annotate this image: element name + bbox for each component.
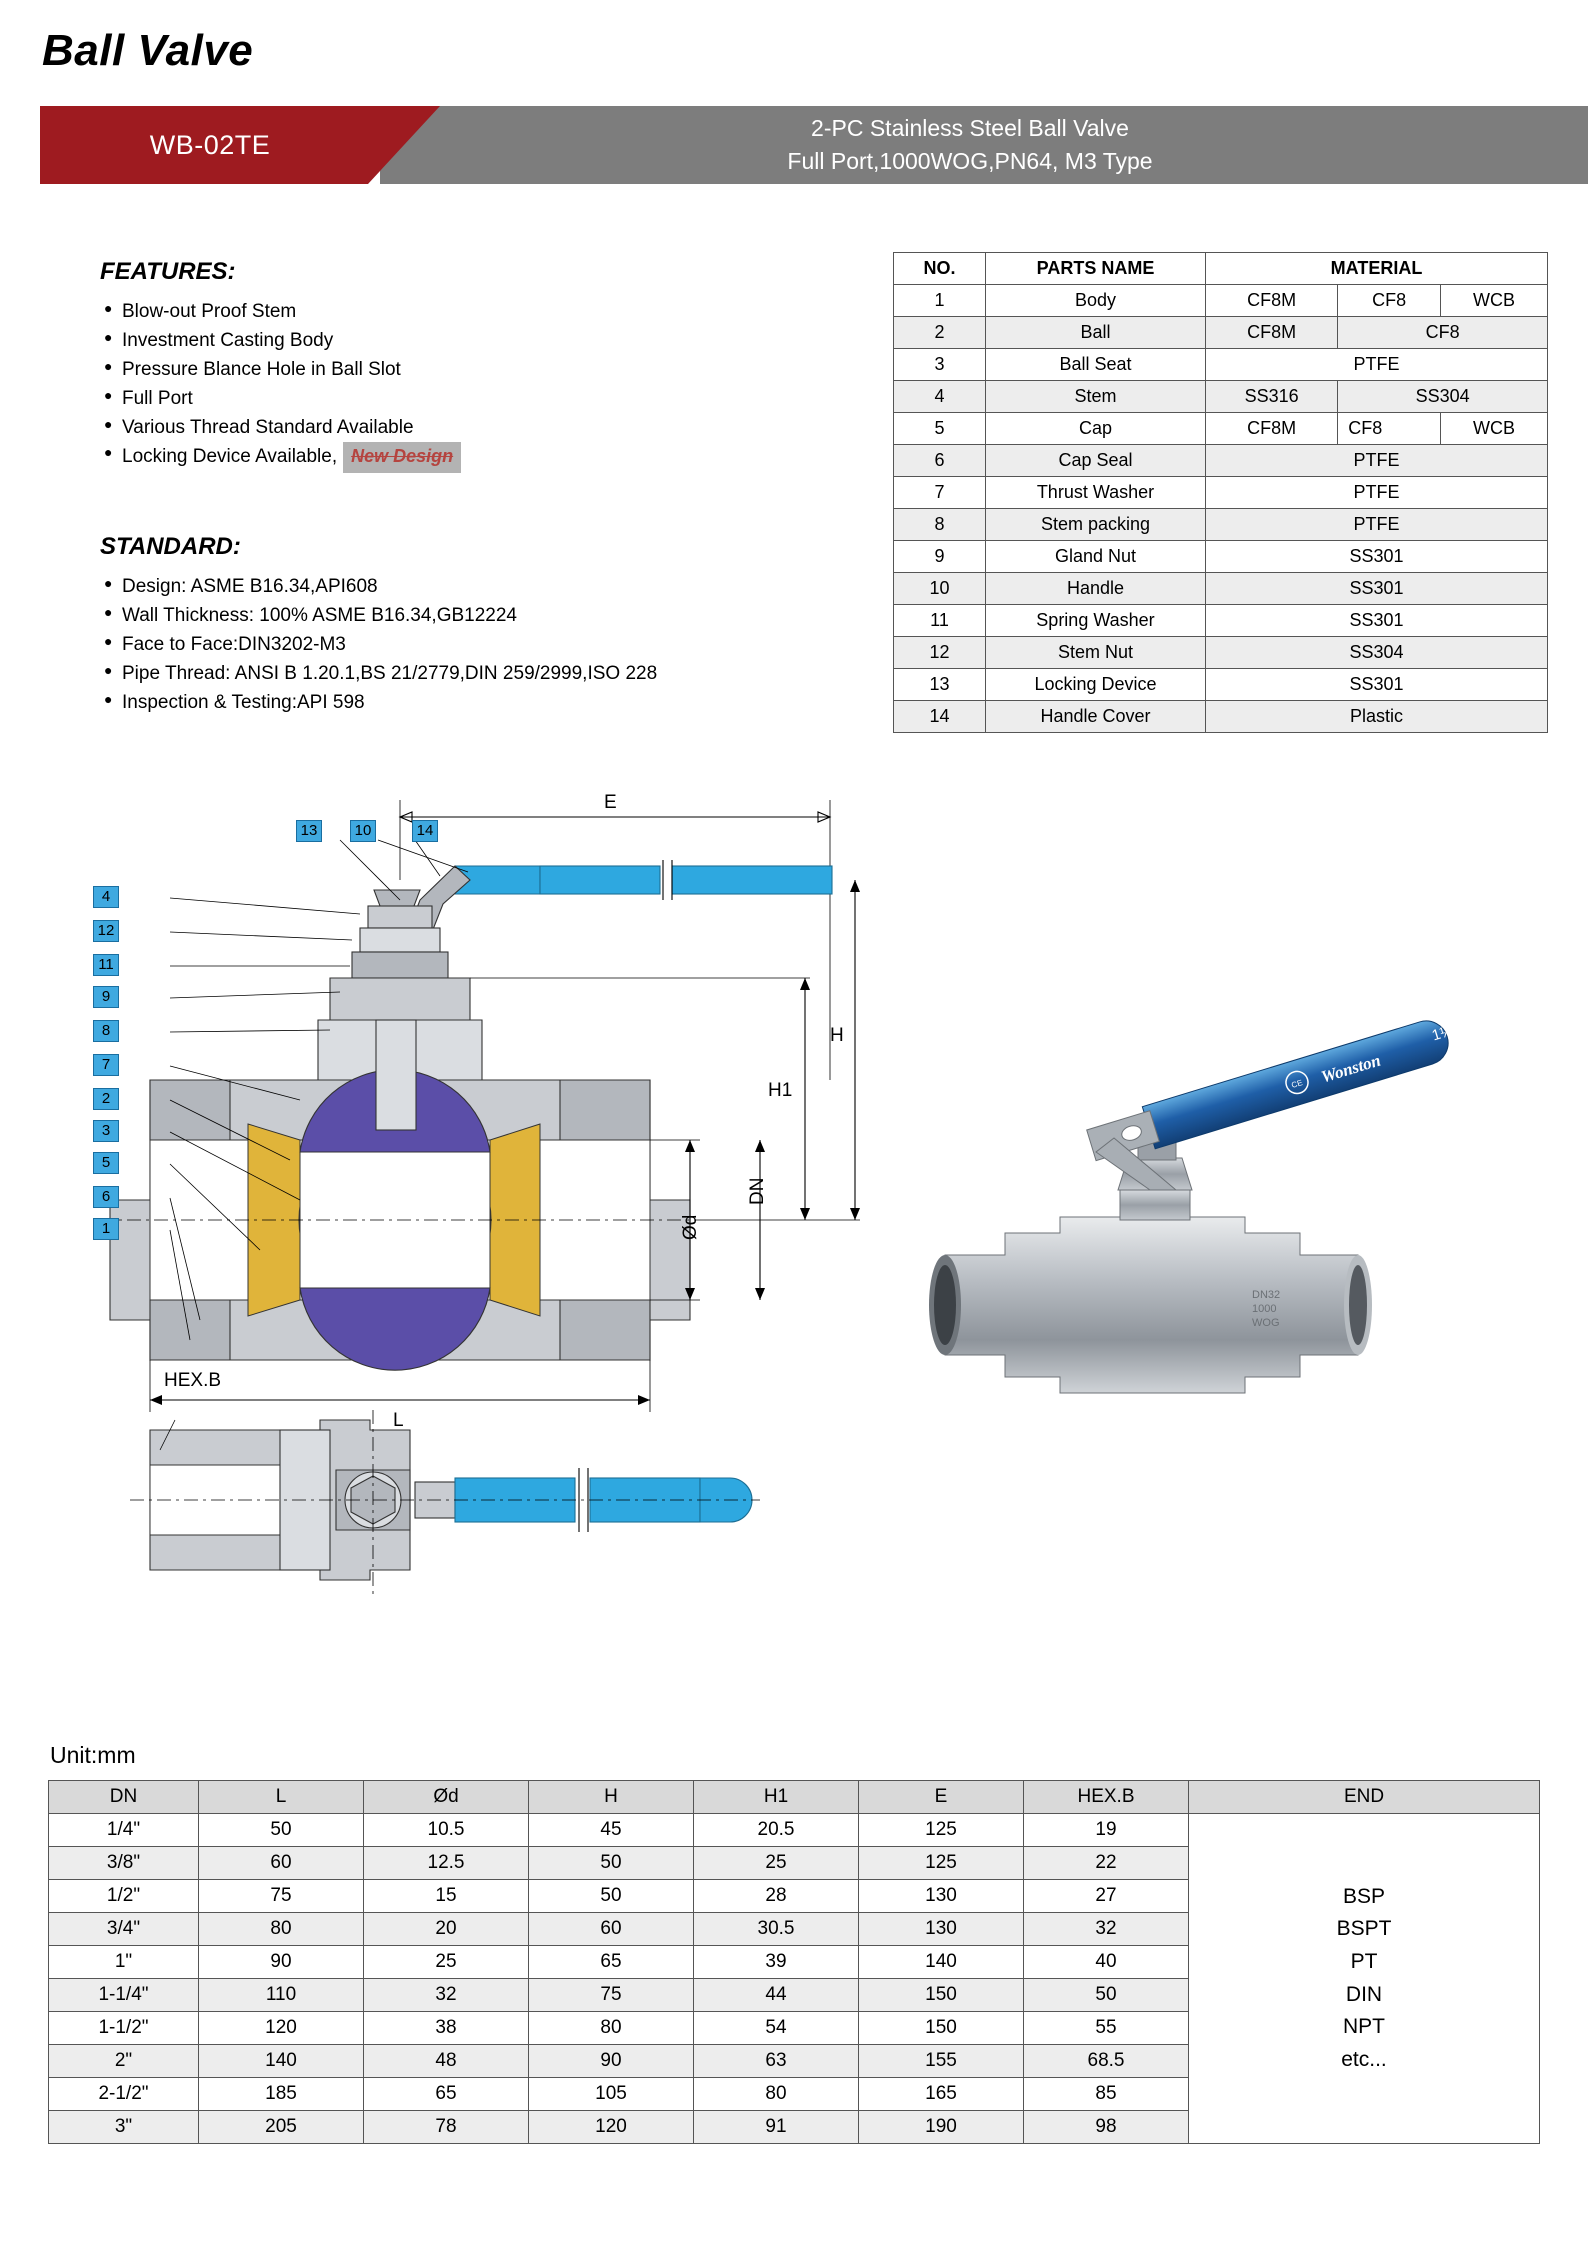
cell-dn: 2": [49, 2045, 199, 2078]
table-header-row: [49, 1781, 1540, 1814]
header-subtitle-line1: 2-PC Stainless Steel Ball Valve: [811, 114, 1129, 141]
end-option: NPT: [1343, 2015, 1385, 2039]
cell-e: 125: [859, 1814, 1024, 1847]
cell-h: 80: [529, 2012, 694, 2045]
page-title: Ball Valve: [42, 26, 254, 75]
callout-5: 5: [93, 1152, 119, 1174]
standard-text: Wall Thickness: 100% ASME B16.34,GB12224: [122, 604, 517, 626]
cell-l: 80: [199, 1913, 364, 1946]
column-header-hexb: HEX.B: [1024, 1781, 1189, 1814]
svg-text:WOG: WOG: [1252, 1317, 1280, 1329]
feature-text: Various Thread Standard Available: [122, 416, 414, 438]
table-row: [894, 701, 1548, 733]
column-header-end: END: [1189, 1781, 1540, 1814]
list-item: [100, 298, 660, 327]
cell-h1: 91: [694, 2111, 859, 2144]
header-subtitle: [420, 106, 1520, 184]
column-header-no: NO.: [894, 253, 986, 285]
cell-dn: 1-1/2": [49, 2012, 199, 2045]
cell-l: 205: [199, 2111, 364, 2144]
standard-text: Inspection & Testing:API 598: [122, 691, 365, 713]
cell-h1: 63: [694, 2045, 859, 2078]
cell-hexb: 55: [1024, 2012, 1189, 2045]
cell-no: 6: [894, 445, 986, 477]
cell-h: 60: [529, 1913, 694, 1946]
cell-no: 13: [894, 669, 986, 701]
cell-e: 190: [859, 2111, 1024, 2144]
callout-13: 13: [296, 820, 322, 842]
column-header-l: L: [199, 1781, 364, 1814]
svg-text:1000: 1000: [1252, 1303, 1277, 1315]
cell-hexb: 32: [1024, 1913, 1189, 1946]
cell-hexb: 50: [1024, 1979, 1189, 2012]
cell-material: CF8: [1338, 413, 1441, 445]
column-header-e: E: [859, 1781, 1024, 1814]
cell-no: 9: [894, 541, 986, 573]
cell-name: Stem Nut: [986, 637, 1206, 669]
feature-text: Full Port: [122, 387, 193, 409]
cell-h1: 30.5: [694, 1913, 859, 1946]
unit-note: Unit:mm: [50, 1742, 136, 1768]
end-option: PT: [1350, 1949, 1378, 1973]
table-row: [894, 509, 1548, 541]
cell-od: 65: [364, 2078, 529, 2111]
cell-e: 150: [859, 1979, 1024, 2012]
list-item: [100, 414, 660, 443]
cell-e: 130: [859, 1880, 1024, 1913]
cell-e: 140: [859, 1946, 1024, 1979]
feature-text: Blow-out Proof Stem: [122, 301, 297, 322]
cell-material: Plastic: [1206, 701, 1548, 733]
cell-no: 10: [894, 573, 986, 605]
cell-material: PTFE: [1206, 509, 1548, 541]
list-item: [100, 327, 660, 356]
cell-hexb: 19: [1024, 1814, 1189, 1847]
table-row: [894, 349, 1548, 381]
cell-l: 75: [199, 1880, 364, 1913]
cell-name: Handle: [986, 573, 1206, 605]
cell-hexb: 85: [1024, 2078, 1189, 2111]
table-row: [894, 541, 1548, 573]
table-row: [894, 381, 1548, 413]
dim-label-od: Ød: [680, 1214, 701, 1240]
cell-l: 90: [199, 1946, 364, 1979]
table-row: [894, 573, 1548, 605]
cell-dn: 1": [49, 1946, 199, 1979]
column-header-dn: DN: [49, 1781, 199, 1814]
column-header-od: Ød: [364, 1781, 529, 1814]
cell-e: 155: [859, 2045, 1024, 2078]
list-item: [100, 602, 820, 631]
cell-od: 48: [364, 2045, 529, 2078]
cell-h: 50: [529, 1880, 694, 1913]
cell-no: 2: [894, 317, 986, 349]
header-subtitle-line2: Full Port,1000WOG,PN64, M3 Type: [787, 148, 1153, 174]
cell-h: 90: [529, 2045, 694, 2078]
table-row: [894, 605, 1548, 637]
cell-name: Gland Nut: [986, 541, 1206, 573]
cell-dn: 3/4": [49, 1913, 199, 1946]
cell-material: SS301: [1206, 669, 1548, 701]
callout-12: 12: [93, 920, 119, 942]
cell-e: 165: [859, 2078, 1024, 2111]
cell-hexb: 98: [1024, 2111, 1189, 2144]
list-item: [100, 631, 820, 660]
cell-material: SS301: [1206, 605, 1548, 637]
cell-od: 10.5: [364, 1814, 529, 1847]
cell-material: CF8M: [1206, 413, 1338, 445]
features-heading: FEATURES:: [100, 258, 236, 285]
table-row: [894, 669, 1548, 701]
product-photo-svg: [900, 1020, 1550, 1520]
cell-h1: 54: [694, 2012, 859, 2045]
features-list: [100, 298, 660, 473]
cell-no: 7: [894, 477, 986, 509]
feature-text: Locking Device Available,: [122, 446, 338, 468]
column-header-h: H: [529, 1781, 694, 1814]
hexb-drawing: [120, 1370, 840, 1650]
cell-end-list: [1189, 1814, 1540, 2144]
cell-l: 120: [199, 2012, 364, 2045]
list-item: [100, 385, 660, 414]
cell-material: SS301: [1206, 541, 1548, 573]
callout-10: 10: [350, 820, 376, 842]
dim-label-H: H: [830, 1025, 844, 1046]
cell-hexb: 27: [1024, 1880, 1189, 1913]
table-row: [49, 1814, 1540, 1847]
table-row: [894, 637, 1548, 669]
cell-h: 45: [529, 1814, 694, 1847]
cell-no: 14: [894, 701, 986, 733]
column-header-material: MATERIAL: [1206, 253, 1548, 285]
cell-material: SS304: [1338, 381, 1548, 413]
table-row: [894, 445, 1548, 477]
cell-name: Spring Washer: [986, 605, 1206, 637]
cell-dn: 1/2": [49, 1880, 199, 1913]
cell-od: 78: [364, 2111, 529, 2144]
cell-material: PTFE: [1206, 477, 1548, 509]
svg-text:1½": 1½": [1429, 1020, 1460, 1045]
cell-name: Ball: [986, 317, 1206, 349]
cell-od: 38: [364, 2012, 529, 2045]
cell-h: 75: [529, 1979, 694, 2012]
callout-8: 8: [93, 1020, 119, 1042]
cell-e: 125: [859, 1847, 1024, 1880]
dim-label-H1: H1: [768, 1080, 793, 1101]
callout-4: 4: [93, 886, 119, 908]
cell-name: Stem: [986, 381, 1206, 413]
cell-e: 150: [859, 2012, 1024, 2045]
column-header-h1: H1: [694, 1781, 859, 1814]
dim-label-DN: DN: [747, 1177, 768, 1205]
table-row: [894, 317, 1548, 349]
cell-hexb: 40: [1024, 1946, 1189, 1979]
cell-dn: 1/4": [49, 1814, 199, 1847]
features-block: [100, 258, 660, 473]
standard-text: Pipe Thread: ANSI B 1.20.1,BS 21/2779,DIN 259/2999,ISO 228: [122, 662, 658, 684]
svg-text:Wonston: Wonston: [1318, 1050, 1383, 1087]
list-item: [100, 689, 820, 718]
callout-14: 14: [412, 820, 438, 842]
table-header-row: [894, 253, 1548, 285]
list-item: [100, 660, 820, 689]
svg-text:DN32: DN32: [1252, 1289, 1281, 1301]
list-item: [100, 573, 820, 602]
cell-name: Thrust Washer: [986, 477, 1206, 509]
end-option: BSP: [1342, 1884, 1386, 1908]
table-row: [894, 477, 1548, 509]
table-row: [894, 285, 1548, 317]
dim-label-E: E: [604, 792, 617, 813]
cell-no: 8: [894, 509, 986, 541]
cell-od: 20: [364, 1913, 529, 1946]
end-option: BSPT: [1336, 1917, 1392, 1941]
callout-1: 1: [93, 1218, 119, 1240]
hexb-drawing-svg: [120, 1390, 840, 1650]
dim-label-L: L: [393, 1410, 404, 1431]
cell-l: 60: [199, 1847, 364, 1880]
new-design-badge: New Design: [343, 442, 461, 472]
cell-name: Handle Cover: [986, 701, 1206, 733]
cell-hexb: 22: [1024, 1847, 1189, 1880]
cell-dn: 2-1/2": [49, 2078, 199, 2111]
cell-no: 12: [894, 637, 986, 669]
cell-no: 11: [894, 605, 986, 637]
cell-material: PTFE: [1206, 349, 1548, 381]
callout-3: 3: [93, 1120, 119, 1142]
cell-od: 12.5: [364, 1847, 529, 1880]
cell-e: 130: [859, 1913, 1024, 1946]
cell-l: 185: [199, 2078, 364, 2111]
cell-name: Ball Seat: [986, 349, 1206, 381]
cell-material: CF8: [1338, 317, 1548, 349]
cell-h1: 44: [694, 1979, 859, 2012]
cell-material: PTFE: [1206, 445, 1548, 477]
callout-9: 9: [93, 986, 119, 1008]
parts-table: [893, 252, 1548, 733]
cell-l: 110: [199, 1979, 364, 2012]
feature-text: Investment Casting Body: [122, 329, 334, 351]
cell-h1: 80: [694, 2078, 859, 2111]
product-photo: [900, 1020, 1550, 1520]
cell-material: CF8M: [1206, 317, 1338, 349]
cell-no: 3: [894, 349, 986, 381]
cell-name: Cap Seal: [986, 445, 1206, 477]
svg-text:CE: CE: [1290, 1078, 1304, 1090]
table-row: [894, 413, 1548, 445]
cell-dn: 1-1/4": [49, 1979, 199, 2012]
cell-h1: 20.5: [694, 1814, 859, 1847]
standard-heading: STANDARD:: [100, 533, 241, 560]
feature-text: Pressure Blance Hole in Ball Slot: [122, 358, 401, 380]
callout-11: 11: [93, 954, 119, 976]
callout-6: 6: [93, 1186, 119, 1208]
cell-h: 50: [529, 1847, 694, 1880]
dimension-table: [48, 1780, 1540, 2144]
cell-h1: 28: [694, 1880, 859, 1913]
cell-name: Body: [986, 285, 1206, 317]
standard-text: Design: ASME B16.34,API608: [122, 576, 378, 597]
cell-od: 15: [364, 1880, 529, 1913]
cell-name: Cap: [986, 413, 1206, 445]
cell-material: SS301: [1206, 573, 1548, 605]
cell-l: 140: [199, 2045, 364, 2078]
model-code-label: WB-02TE: [149, 129, 271, 160]
cell-name: Stem packing: [986, 509, 1206, 541]
cell-dn: 3": [49, 2111, 199, 2144]
cell-h: 105: [529, 2078, 694, 2111]
header-band: [0, 106, 1588, 184]
cell-h: 65: [529, 1946, 694, 1979]
cell-no: 4: [894, 381, 986, 413]
hexb-label: HEX.B: [164, 1370, 222, 1391]
callout-2: 2: [93, 1088, 119, 1110]
cell-h: 120: [529, 2111, 694, 2144]
cell-l: 50: [199, 1814, 364, 1847]
cell-dn: 3/8": [49, 1847, 199, 1880]
cell-od: 32: [364, 1979, 529, 2012]
cell-hexb: 68.5: [1024, 2045, 1189, 2078]
cell-material: SS304: [1206, 637, 1548, 669]
cell-h1: 25: [694, 1847, 859, 1880]
cell-name: Locking Device: [986, 669, 1206, 701]
cell-material: SS316: [1206, 381, 1338, 413]
cell-od: 25: [364, 1946, 529, 1979]
cell-h1: 39: [694, 1946, 859, 1979]
standard-text: Face to Face:DIN3202-M3: [122, 633, 346, 655]
column-header-parts-name: PARTS NAME: [986, 253, 1206, 285]
cell-material: CF8M: [1206, 285, 1338, 317]
standard-list: [100, 573, 820, 717]
callout-7: 7: [93, 1054, 119, 1076]
cell-material: WCB: [1441, 413, 1548, 445]
end-option: DIN: [1345, 1982, 1383, 2006]
list-item: [100, 356, 660, 385]
standard-block: [100, 533, 820, 717]
cell-no: 5: [894, 413, 986, 445]
cell-no: 1: [894, 285, 986, 317]
cell-material: WCB: [1441, 285, 1548, 317]
end-option: etc...: [1341, 2047, 1387, 2071]
list-item: [100, 442, 660, 472]
cell-material: CF8: [1338, 285, 1441, 317]
